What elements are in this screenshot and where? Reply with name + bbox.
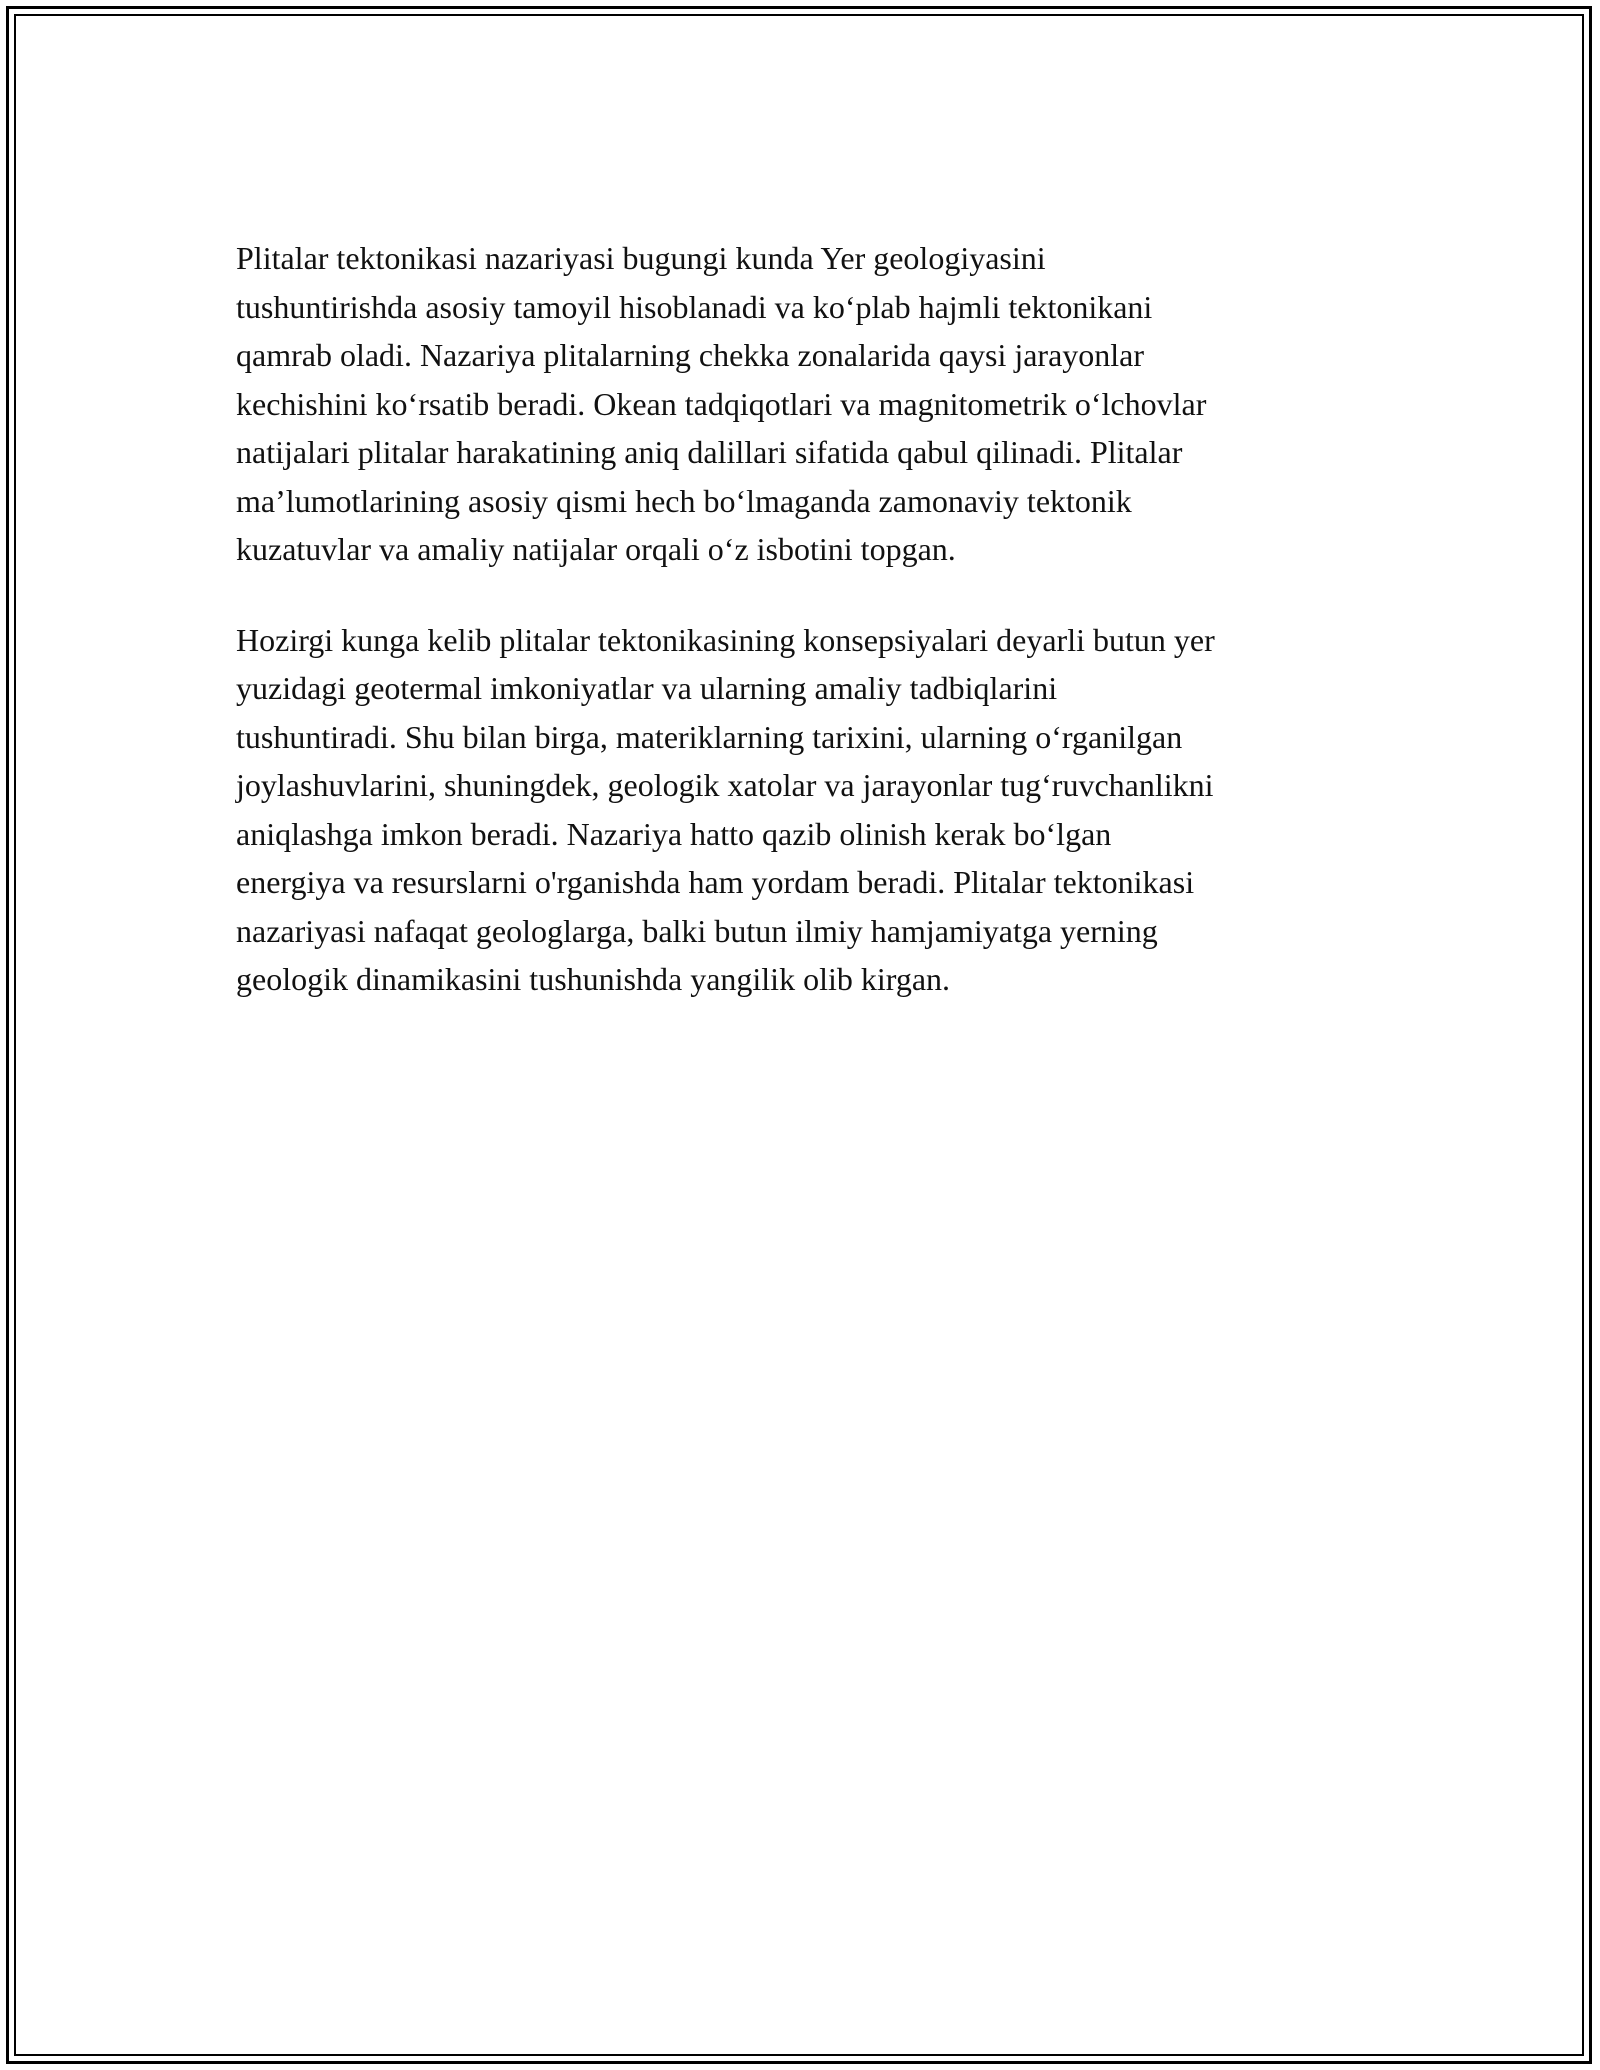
text-line: Plitalar tektonikasi nazariyasi bugungi kunda Yer geologiyasini	[236, 240, 1046, 276]
text-line: qamrab oladi. Nazariya plitalarning chekka zonalarida qaysi jarayonlar	[236, 337, 1145, 373]
paragraph-1	[236, 234, 1396, 574]
text-line: tushuntirishda asosiy tamoyil hisoblanadi va ko‘plab hajmli tektonikani	[236, 288, 1153, 325]
text-line: kechishini ko‘rsatib beradi. Okean tadqiqotlari va magnitometrik o‘lchovlar	[236, 385, 1207, 422]
text-line: tushuntiradi. Shu bilan birga, materiklarning tarixini, ularning o‘rganilgan	[236, 718, 1183, 755]
paragraph-2	[236, 616, 1396, 1004]
text-line: energiya va resurslarni o'rganishda ham yordam beradi. Plitalar tektonikasi	[236, 864, 1195, 900]
text-line: nazariyasi nafaqat geologlarga, balki butun ilmiy hamjamiyatga yerning	[236, 912, 1158, 949]
document-body	[236, 234, 1396, 1004]
text-line: natijalari plitalar harakatining aniq dalillari sifatida qabul qilinadi. Plitalar	[236, 434, 1183, 470]
text-line: Hozirgi kunga kelib plitalar tektonikasining konsepsiyalari deyarli butun yer	[236, 621, 1215, 658]
text-line: ma’lumotlarining asosiy qismi hech bo‘lmaganda zamonaviy tektonik	[236, 482, 1132, 519]
text-line: aniqlashga imkon beradi. Nazariya hatto qazib olinish kerak bo‘lgan	[236, 815, 1112, 852]
text-line: kuzatuvlar va amaliy natijalar orqali o‘z isbotini topgan.	[236, 531, 956, 567]
text-line: geologik dinamikasini tushunishda yangilik olib kirgan.	[236, 961, 951, 997]
text-line: joylashuvlarini, shuningdek, geologik xatolar va jarayonlar tug‘ruvchanlikni	[236, 767, 1214, 803]
text-line: yuzidagi geotermal imkoniyatlar va ularning amaliy tadbiqlarini	[236, 670, 1058, 706]
